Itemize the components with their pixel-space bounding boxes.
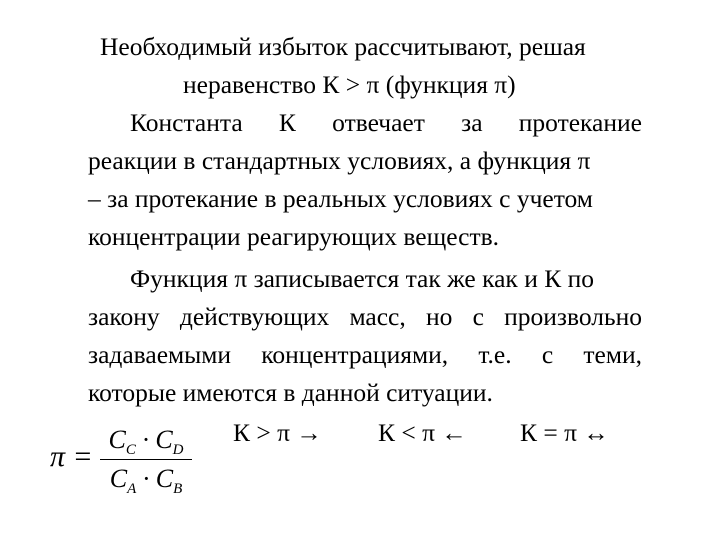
fraction-bar	[100, 459, 192, 460]
num-term-2: C	[155, 425, 173, 454]
den-sub-1: A	[127, 481, 137, 498]
text-line-6: концентрации реагирующих веществ.	[88, 222, 500, 251]
relation-equal: К = π ↔	[520, 418, 609, 447]
formula-lhs: π =	[50, 440, 93, 473]
num-sub-2: D	[172, 442, 184, 459]
text-line-7: Функция π записывается так же как и К по	[130, 264, 594, 293]
num-term-1: C	[108, 425, 126, 454]
text-line-1: Необходимый избыток рассчитывают, решая	[100, 32, 586, 61]
formula-numerator	[100, 422, 192, 458]
den-term-1: C	[109, 464, 128, 493]
text-line-9: задаваемыми концентрациями, т.е. с теми,	[88, 340, 642, 369]
text-line-8: закону действующих масс, но с произвольно	[88, 302, 642, 331]
text-line-3: Константа К отвечает за протекание	[130, 108, 642, 137]
text-line-2: неравенство К > π (функция π)	[183, 70, 516, 99]
text-line-5: – за протекание в реальных условиях с учетом	[88, 184, 593, 213]
text-line-4: реакции в стандартных условиях, а функция π	[88, 146, 591, 175]
den-term-2: C	[155, 464, 174, 493]
formula-fraction	[100, 422, 192, 497]
num-dot: ·	[142, 425, 149, 454]
num-sub-1: C	[125, 442, 136, 459]
den-sub-2: B	[173, 481, 183, 498]
relation-greater: К > π →	[233, 418, 322, 447]
relation-less: К < π ←	[378, 418, 467, 447]
formula-denominator	[100, 461, 192, 497]
text-line-10: которые имеются в данной ситуации.	[88, 378, 493, 407]
den-dot: ·	[142, 464, 150, 493]
